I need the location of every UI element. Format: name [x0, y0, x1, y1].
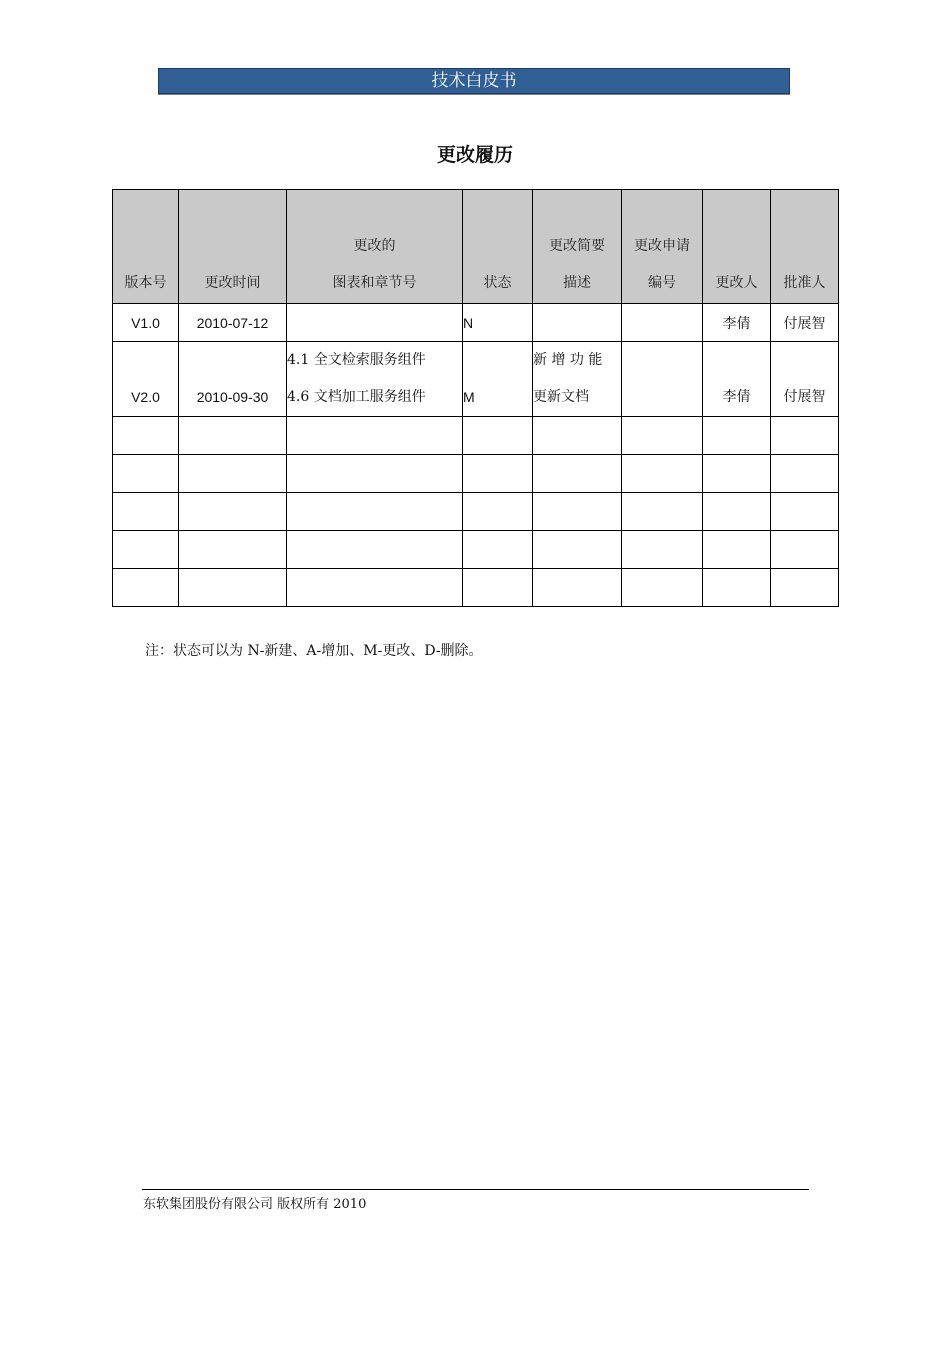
- cell-approver: 付展智: [771, 304, 839, 342]
- table-row-empty: [113, 569, 839, 607]
- cell-description: 新 增 功 能 更新文档: [533, 342, 622, 417]
- document-title: 更改履历: [436, 144, 513, 166]
- cell-section: 4.1 全文检索服务组件 4.6 文档加工服务组件: [287, 342, 463, 417]
- cell-changer: 李倩: [703, 304, 771, 342]
- cell-approver: 付展智: [771, 342, 839, 417]
- table-row-empty: [113, 531, 839, 569]
- cell-status: M: [463, 342, 533, 417]
- table-row-empty: [113, 493, 839, 531]
- table-row: [113, 342, 839, 417]
- header-date: 更改时间: [179, 190, 287, 304]
- footer-copyright: 东软集团股份有限公司 版权所有 2010: [143, 1197, 367, 1212]
- header-section: 更改的 图表和章节号: [287, 190, 463, 304]
- header-version: 版本号: [113, 190, 179, 304]
- cell-description: [533, 304, 622, 342]
- header-status: 状态: [463, 190, 533, 304]
- header-approver: 批准人: [771, 190, 839, 304]
- cell-changer: 李倩: [703, 342, 771, 417]
- table-header-row: [113, 190, 839, 304]
- table-row-empty: [113, 417, 839, 455]
- cell-status: N: [463, 304, 533, 342]
- cell-request-number: [622, 304, 703, 342]
- header-request-number: 更改申请 编号: [622, 190, 703, 304]
- footer-divider: [142, 1189, 809, 1190]
- cell-version: V2.0: [113, 342, 179, 417]
- change-history-table: [112, 189, 839, 607]
- status-note: 注：状态可以为 N-新建、A-增加、M-更改、D-删除。: [145, 643, 483, 659]
- cell-section: [287, 304, 463, 342]
- table-row-empty: [113, 455, 839, 493]
- header-description: 更改简要 描述: [533, 190, 622, 304]
- header-bar: [158, 68, 790, 94]
- table-row: [113, 304, 839, 342]
- header-changer: 更改人: [703, 190, 771, 304]
- cell-date: 2010-07-12: [179, 304, 287, 342]
- cell-version: V1.0: [113, 304, 179, 342]
- cell-date: 2010-09-30: [179, 342, 287, 417]
- header-title: 技术白皮书: [431, 71, 517, 91]
- cell-request-number: [622, 342, 703, 417]
